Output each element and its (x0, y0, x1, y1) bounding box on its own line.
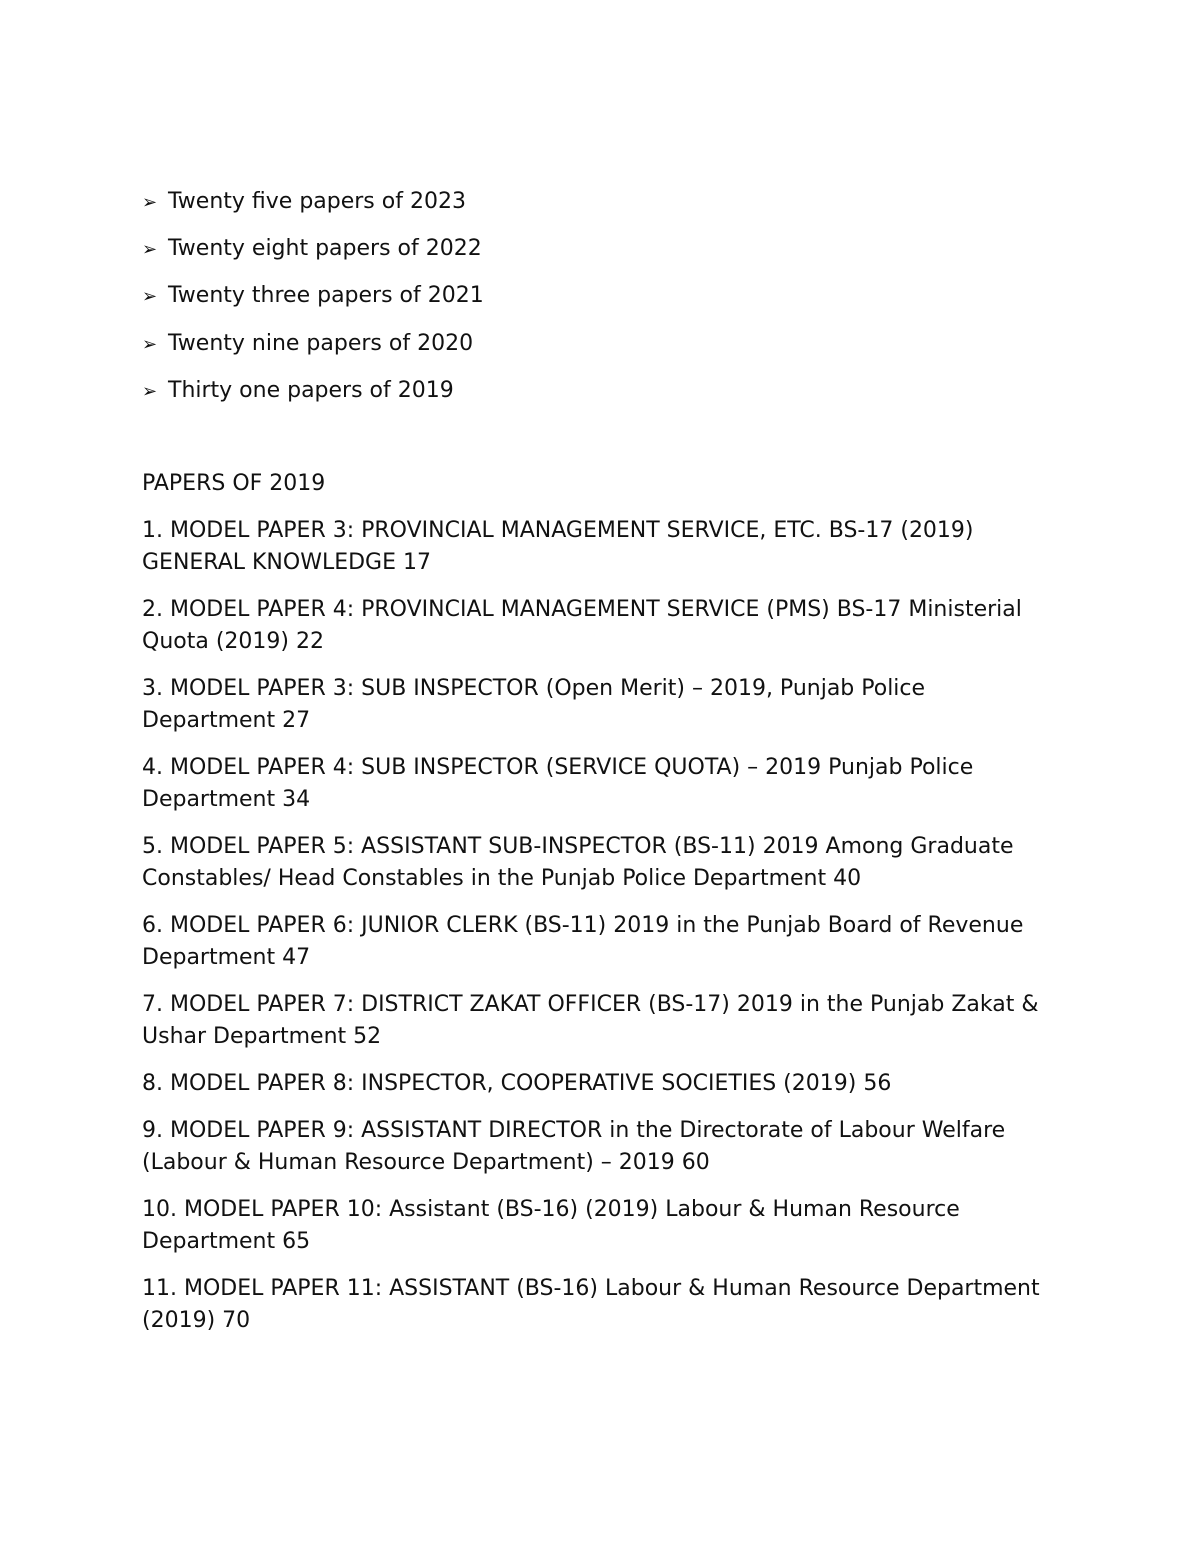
paper-entry: 2. MODEL PAPER 4: PROVINCIAL MANAGEMENT SERVICE (PMS) BS-17 Ministerial Quota (2019) 22 (142, 596, 1022, 654)
bullet-item (142, 186, 1042, 217)
bullet-item (142, 328, 1042, 359)
paper-entry: 6. MODEL PAPER 6: JUNIOR CLERK (BS-11) 2019 in the Punjab Board of Revenue Department 47 (142, 912, 1024, 970)
arrow-bullet-icon: ➢ (142, 380, 158, 402)
bullet-item (142, 233, 1042, 264)
paper-entry: 11. MODEL PAPER 11: ASSISTANT (BS-16) Labour & Human Resource Department (2019) 70 (142, 1275, 1040, 1333)
summary-bullet-list (142, 186, 1042, 406)
paper-entry: 7. MODEL PAPER 7: DISTRICT ZAKAT OFFICER (BS-17) 2019 in the Punjab Zakat & Ushar Department 52 (142, 991, 1039, 1049)
bullet-item (142, 375, 1042, 406)
paper-entry: 1. MODEL PAPER 3: PROVINCIAL MANAGEMENT SERVICE, ETC. BS-17 (2019) GENERAL KNOWLEDGE 17 (142, 517, 974, 575)
paper-entry: 5. MODEL PAPER 5: ASSISTANT SUB-INSPECTOR (BS-11) 2019 Among Graduate Constables/ Head Constables in the Punjab Police Department 40 (142, 833, 1014, 891)
paper-entry: 4. MODEL PAPER 4: SUB INSPECTOR (SERVICE QUOTA) – 2019 Punjab Police Department 34 (142, 754, 974, 812)
arrow-bullet-icon: ➢ (142, 192, 158, 213)
arrow-bullet-icon: ➢ (142, 286, 158, 308)
paper-entry: 9. MODEL PAPER 9: ASSISTANT DIRECTOR in the Directorate of Labour Welfare (Labour & Human Resource Department) – 2019 60 (142, 1117, 1006, 1175)
paper-entry: 10. MODEL PAPER 10: Assistant (BS-16) (2019) Labour & Human Resource Department 65 (142, 1196, 960, 1254)
paper-entry: 8. MODEL PAPER 8: INSPECTOR, COOPERATIVE SOCIETIES (2019) 56 (142, 1070, 892, 1096)
arrow-bullet-icon: ➢ (142, 333, 158, 355)
document-content (142, 186, 1042, 1337)
bullet-text: Twenty nine papers of 2020 (168, 330, 474, 356)
paper-entry: 3. MODEL PAPER 3: SUB INSPECTOR (Open Merit) – 2019, Punjab Police Department 27 (142, 675, 926, 733)
bullet-text: Thirty one papers of 2019 (168, 377, 454, 403)
bullet-text: Twenty eight papers of 2022 (168, 236, 482, 262)
bullet-text: Twenty five papers of 2023 (168, 189, 466, 214)
bullet-text: Twenty three papers of 2021 (168, 283, 484, 309)
arrow-bullet-icon: ➢ (142, 239, 158, 261)
bullet-item (142, 280, 1042, 311)
papers-list (142, 515, 1042, 1337)
section-heading: PAPERS OF 2019 (142, 470, 326, 496)
